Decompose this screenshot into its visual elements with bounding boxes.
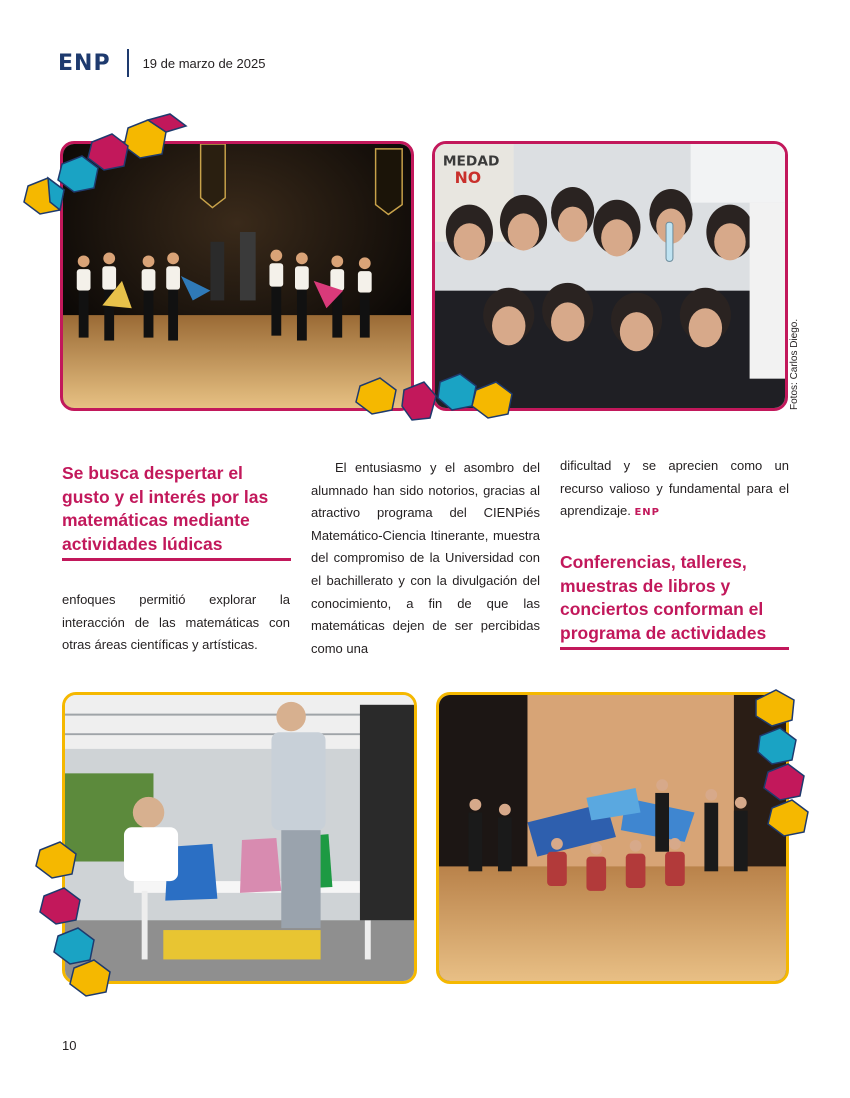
- svg-text:MEDAD: MEDAD: [442, 153, 500, 170]
- page-number: 10: [62, 1038, 77, 1053]
- photo-students-crowd: [432, 141, 788, 411]
- body-text-col2: El entusiasmo y el asombro del alumnado han sido notorios, gracias al atractivo programa del CIENPiés Matemático-Ciencia Itinerante, muestra del compromiso de la Universidad con el bachillerato y con la divulgación del conocimiento, a fin de que las matemáticas dejen de ser percibidas como una: [311, 460, 540, 656]
- svg-text:NO: NO: [454, 168, 482, 188]
- page-header: [58, 48, 265, 78]
- body-text-col3: [560, 455, 789, 525]
- heading-underline-2: [560, 647, 789, 650]
- header-divider: [127, 49, 129, 77]
- photo-dance-stage: [60, 141, 414, 411]
- enp-logo: ENP: [58, 50, 111, 76]
- body-text-col3-content: dificultad y se aprecien como un recurso valioso y fundamental para el aprendizaje.: [560, 458, 789, 519]
- photo-stage-performance: [436, 692, 789, 984]
- section-heading-1: Se busca despertar el gusto y el interés por las matemáticas mediante actividades lúdicas: [62, 463, 269, 554]
- body-text-col1: enfoques permitió explorar la interacción de las matemáticas con otras áreas científicas y artísticas.: [62, 592, 290, 653]
- section-heading-2: Conferencias, talleres, muestras de libros y conciertos conforman el programa de actividades: [560, 552, 767, 643]
- photo-credit: Fotos: Carlos Diego.: [789, 318, 800, 410]
- photo-outdoor-experiment: [62, 692, 417, 984]
- issue-date: 19 de marzo de 2025: [142, 55, 266, 71]
- heading-underline-1: [62, 558, 291, 561]
- end-mark-logo: ENP: [634, 507, 660, 519]
